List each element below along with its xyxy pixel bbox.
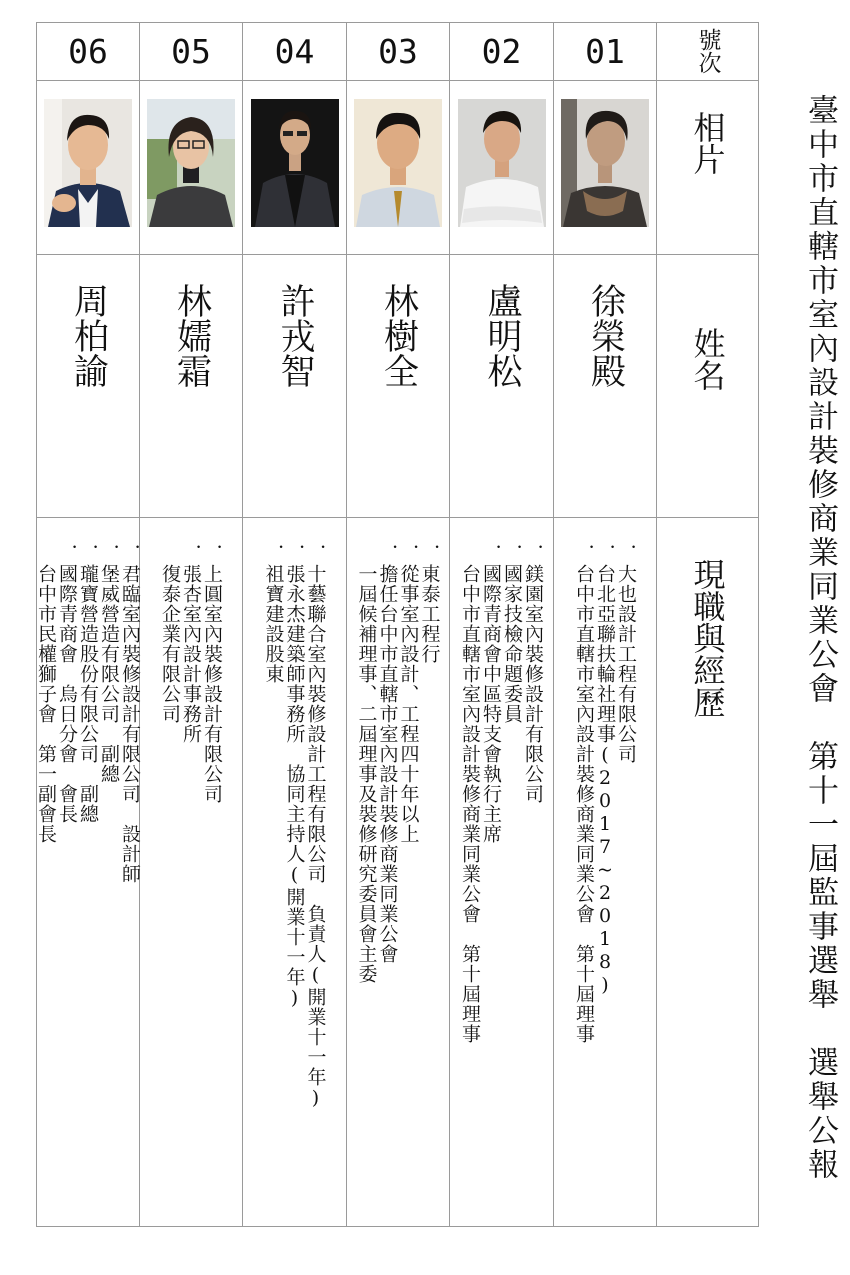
header-number: 號次: [657, 23, 759, 81]
photo-cell-05: [140, 81, 243, 255]
candidate-name-06: 周柏諭: [68, 283, 109, 388]
number-cell-01: 01: [554, 23, 657, 81]
photo-cell-06: [37, 81, 140, 255]
experience-line: 復泰企業有限公司: [159, 544, 181, 724]
experience-line: ．張杏室內設計事務所: [180, 544, 202, 744]
experience-line: 台中市直轄市室內設計裝修商業同業公會 第十屆理事: [459, 544, 481, 1044]
photo-cell-03: [347, 81, 450, 255]
experience-line: ．國際青商會中區特支會執行主席: [480, 544, 502, 844]
header-name: 姓名: [657, 255, 759, 518]
name-cell-03: [347, 255, 450, 518]
number-cell-03: 03: [347, 23, 450, 81]
candidate-photo-03: [354, 99, 442, 227]
number-cell-05: 05: [140, 23, 243, 81]
experience-line: ．瓏寶營造股份有限公司 副總: [77, 544, 99, 824]
header-photo: 相片: [657, 81, 759, 255]
photo-cell-04: [243, 81, 347, 255]
number-cell-02: 02: [450, 23, 554, 81]
experience-cell-01: [554, 518, 657, 1227]
number-cell-06: 06: [37, 23, 140, 81]
experience-line: ．祖寶建設股東: [262, 544, 285, 684]
experience-line: ．上圓室內裝修設計有限公司: [201, 544, 223, 804]
candidate-photo-02: [458, 99, 546, 227]
candidate-name-02: 盧明松: [482, 283, 522, 388]
experience-line: ．擔任台中市直轄市室內設計裝修商業同業公會: [376, 544, 399, 964]
experience-line: ．堡威營造有限公司 副總: [98, 544, 120, 784]
experience-line: ．國際青商會 烏日分會 會長: [56, 544, 78, 824]
candidate-photo-04: [251, 99, 339, 227]
candidate-table: [36, 22, 759, 1227]
candidate-name-01: 徐榮殿: [585, 283, 626, 388]
experience-line: ．鎂園室內裝修設計有限公司: [522, 544, 544, 804]
experience-line: ．十藝聯合室內裝修設計工程有限公司 負責人(開業十一年): [304, 544, 327, 1110]
experience-cell-06: [37, 518, 140, 1227]
experience-line: ．從事室內設計、工程四十年以上: [397, 544, 420, 844]
experience-line: ．台北亞聯扶輪社理事(2017~2018): [594, 544, 616, 997]
experience-cell-05: [140, 518, 243, 1227]
experience-cell-02: [450, 518, 554, 1227]
name-cell-05: [140, 255, 243, 518]
photo-cell-02: [450, 81, 554, 255]
experience-line: 一屆候補理事、二屆理事及裝修研究委員會主委: [355, 544, 378, 984]
name-cell-04: [243, 255, 347, 518]
candidate-name-05: 林嬬霜: [171, 283, 212, 388]
experience-line: 台中市民權獅子會 第一副會長: [35, 544, 57, 844]
name-cell-06: [37, 255, 140, 518]
experience-line: ．國家技檢命題委員: [501, 544, 523, 724]
candidate-photo-06: [44, 99, 132, 227]
candidate-name-04: 許戎智: [275, 283, 315, 388]
experience-line: ．張永杰建築師事務所 協同主持人(開業十一年): [283, 544, 306, 1010]
header-experience: 現職與經歷: [657, 518, 759, 1227]
page-title: 臺中市直轄市室內設計裝修商業同業公會 第十一屆監事選舉 選舉公報: [802, 94, 838, 1182]
experience-cell-03: [347, 518, 450, 1227]
candidate-name-03: 林樹全: [378, 283, 419, 388]
experience-cell-04: [243, 518, 347, 1227]
name-cell-01: [554, 255, 657, 518]
photo-cell-01: [554, 81, 657, 255]
experience-line: ．君臨室內裝修設計有限公司 設計師: [119, 544, 141, 884]
name-cell-02: [450, 255, 554, 518]
candidate-photo-01: [561, 99, 649, 227]
experience-line: ．大也設計工程有限公司: [615, 544, 637, 764]
candidate-photo-05: [147, 99, 235, 227]
experience-line: ．台中市直轄市室內設計裝修商業同業公會 第十屆理事: [573, 544, 595, 1044]
number-cell-04: 04: [243, 23, 347, 81]
experience-line: ．東泰工程行: [418, 544, 441, 664]
